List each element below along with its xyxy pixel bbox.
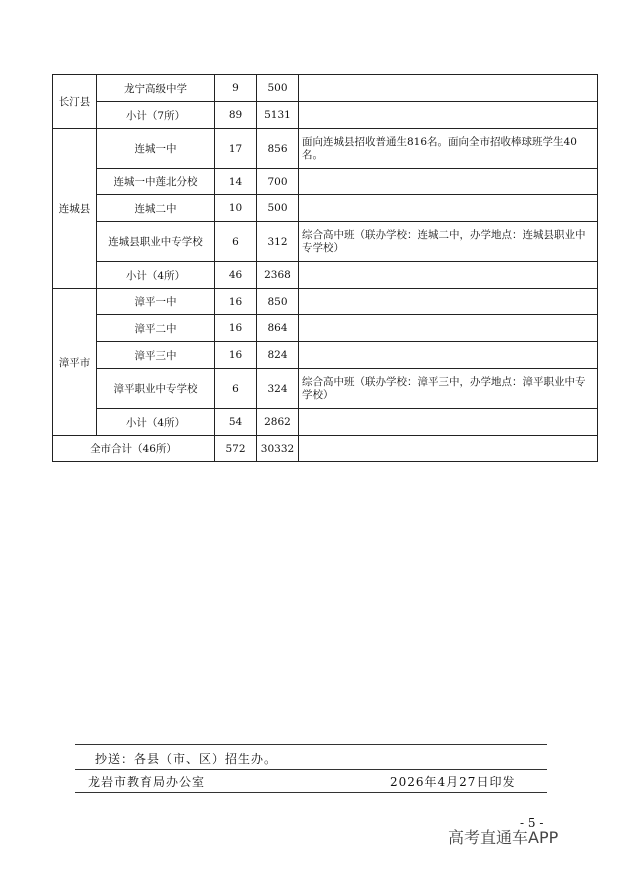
note-cell [299,436,598,462]
note-cell: 综合高中班（联办学校：连城二中，办学地点：连城县职业中专学校） [299,222,598,262]
school-name-cell: 小计（4所） [97,409,215,436]
footer-divider-bottom [75,792,547,793]
students-cell: 324 [257,369,299,409]
school-name-cell: 连城一中莲北分校 [97,169,215,195]
note-cell [299,169,598,195]
classes-cell: 54 [215,409,257,436]
classes-cell: 10 [215,195,257,222]
cc-line: 抄送：各县（市、区）招生办。 [95,752,278,766]
school-name-cell: 小计（4所） [97,262,215,289]
classes-cell: 17 [215,129,257,169]
table-row [53,342,598,369]
note-cell [299,409,598,436]
school-name-cell: 龙宁高级中学 [97,75,215,102]
note-cell: 综合高中班（联办学校：漳平三中，办学地点：漳平职业中专学校） [299,369,598,409]
students-cell: 856 [257,129,299,169]
county-cell: 长汀县 [53,75,97,129]
school-name-cell: 连城县职业中专学校 [97,222,215,262]
total-label-cell: 全市合计（46所） [53,436,215,462]
school-name-cell: 漳平二中 [97,315,215,342]
enrollment-plan-table [52,74,598,462]
classes-cell: 14 [215,169,257,195]
classes-cell: 89 [215,102,257,129]
note-cell [299,342,598,369]
students-cell: 500 [257,75,299,102]
table-row [53,262,598,289]
school-name-cell: 漳平一中 [97,289,215,315]
students-cell: 2862 [257,409,299,436]
table-row [53,315,598,342]
school-name-cell: 漳平职业中专学校 [97,369,215,409]
classes-cell: 6 [215,222,257,262]
classes-cell: 16 [215,342,257,369]
footer-divider-middle [75,769,547,770]
watermark: 高考直通车APP [448,828,559,847]
school-name-cell: 漳平三中 [97,342,215,369]
students-cell: 2368 [257,262,299,289]
classes-cell: 16 [215,289,257,315]
note-cell [299,102,598,129]
school-name-cell: 连城二中 [97,195,215,222]
table-row [53,409,598,436]
issuer-name: 龙岩市教育局办公室 [88,775,206,789]
school-name-cell: 小计（7所） [97,102,215,129]
table-row-total [53,436,598,462]
school-name-cell: 连城一中 [97,129,215,169]
classes-cell: 16 [215,315,257,342]
table-row [53,369,598,409]
note-cell [299,75,598,102]
note-cell [299,315,598,342]
students-cell: 850 [257,289,299,315]
table-row [53,102,598,129]
table-row [53,289,598,315]
table-row [53,129,598,169]
students-cell: 500 [257,195,299,222]
table-row [53,169,598,195]
students-cell: 864 [257,315,299,342]
note-cell [299,262,598,289]
table-row [53,195,598,222]
table-row [53,222,598,262]
students-cell: 700 [257,169,299,195]
note-cell [299,195,598,222]
note-cell [299,289,598,315]
classes-cell: 9 [215,75,257,102]
page-number: - 5 - [520,816,544,830]
classes-cell: 46 [215,262,257,289]
footer-divider-top [75,744,547,745]
issue-date: 2026年4月27日印发 [390,775,516,789]
students-cell: 824 [257,342,299,369]
students-cell: 30332 [257,436,299,462]
students-cell: 312 [257,222,299,262]
classes-cell: 6 [215,369,257,409]
classes-cell: 572 [215,436,257,462]
table-row [53,75,598,102]
students-cell: 5131 [257,102,299,129]
county-cell: 漳平市 [53,289,97,436]
note-cell: 面向连城县招收普通生816名。面向全市招收棒球班学生40名。 [299,129,598,169]
county-cell: 连城县 [53,129,97,289]
